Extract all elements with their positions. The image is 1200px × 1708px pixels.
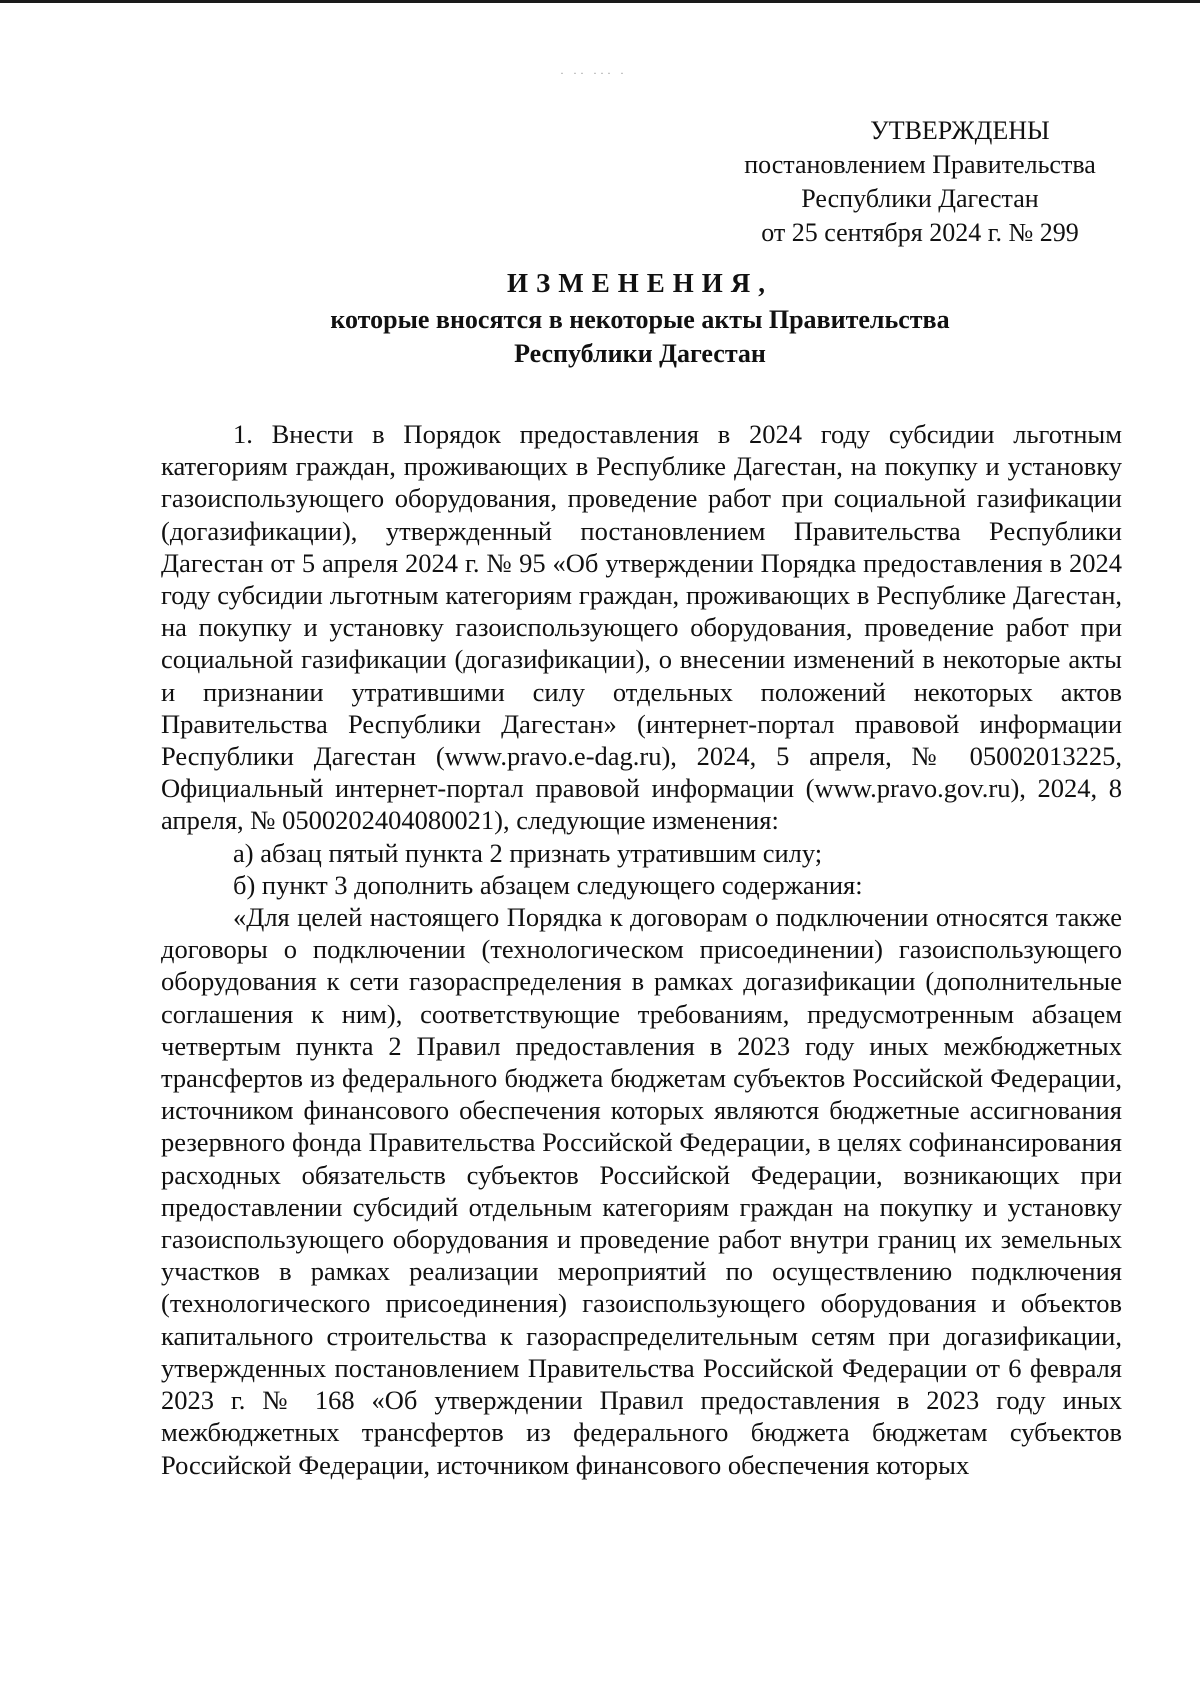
subtitle-line-2: Республики Дагестан [514,339,766,368]
scan-top-border [0,0,1200,3]
approval-line-republic: Республики Дагестан [801,184,1039,213]
approval-line-date-number: от 25 сентября 2024 г. № 299 [761,218,1079,247]
document-title: ИЗМЕНЕНИЯ, [506,268,773,298]
scan-noise-mark: · ·· ··· · [560,66,627,80]
paragraph-quoted-text: «Для целей настоящего Порядка к договорам о подключении относятся также договоры о подключении (технологическом присоединении) газоиспользующего оборудования к сети газораспределения в рамках догазификации (дополнительные соглашения к ним), соответствующие требованиям, предусмотренным абзацем четвертым пункта 2 Правил предоставления в 2023 году иных межбюджетных трансфертов из федерального бюджета бюджетам субъектов Российской Федерации, источником финансового обеспечения которых являются бюджетные ассигнования резервного фонда Правительства Российской Федерации, в целях софинансирования расходных обязательств субъектов Российской Федерации, возникающих при предоставлении субсидий отдельным категориям граждан на покупку и установку газоиспользующего оборудования и проведение работ внутри границ их земельных участков в рамках реализации мероприятий по осуществлению подключения (технологического присоединения) газоиспользующего оборудования и объектов капитального строительства к газораспределительным сетям при догазификации, утвержденных постановлением Правительства Российской Федерации от 6 февраля 2023 г. № 168 «Об утверждении Правил предоставления в 2023 году иных межбюджетных трансфертов из федерального бюджета бюджетам субъектов Российской Федерации, источником финансового обеспечения которых [161,902,1122,1480]
paragraph-subitem-b: б) пункт 3 дополнить абзацем следующего содержания: [233,869,863,900]
subtitle-line-1: которые вносятся в некоторые акты Правительства [330,305,950,334]
paragraph-subitem-a: а) абзац пятый пункта 2 признать утратившим силу; [233,837,823,868]
paragraph-item-1: 1. Внести в Порядок предоставления в 2024 году субсидии льготным категориям граждан, проживающих в Республике Дагестан, на покупку и установку газоиспользующего оборудования, проведение работ при социальной газификации (догазификации), утвержденный постановлением Правительства Республики Дагестан от 5 апреля 2024 г. № 95 «Об утверждении Порядка предоставления в 2024 году субсидии льготным категориям граждан, проживающих в Республике Дагестан, на покупку и установку газоиспользующего оборудования, проведение работ при социальной газификации (догазификации), о внесении изменений в некоторые акты и признании утратившими силу отдельных положений некоторых актов Правительства Республики Дагестан» (интернет-портал правовой информации Республики Дагестан (www.pravo.e-dag.ru), 2024, 5 апреля, № 05002013225, Официальный интернет-портал правовой информации (www.pravo.gov.ru), 2024, 8 апреля, № 0500202404080021), следующие изменения: [161,419,1122,836]
approval-heading: УТВЕРЖДЕНЫ [870,116,1050,145]
approval-line-resolution: постановлением Правительства [744,150,1096,179]
approval-stamp-block [700,114,1140,250]
document-subtitle [160,303,1120,371]
document-body [161,418,1122,1481]
